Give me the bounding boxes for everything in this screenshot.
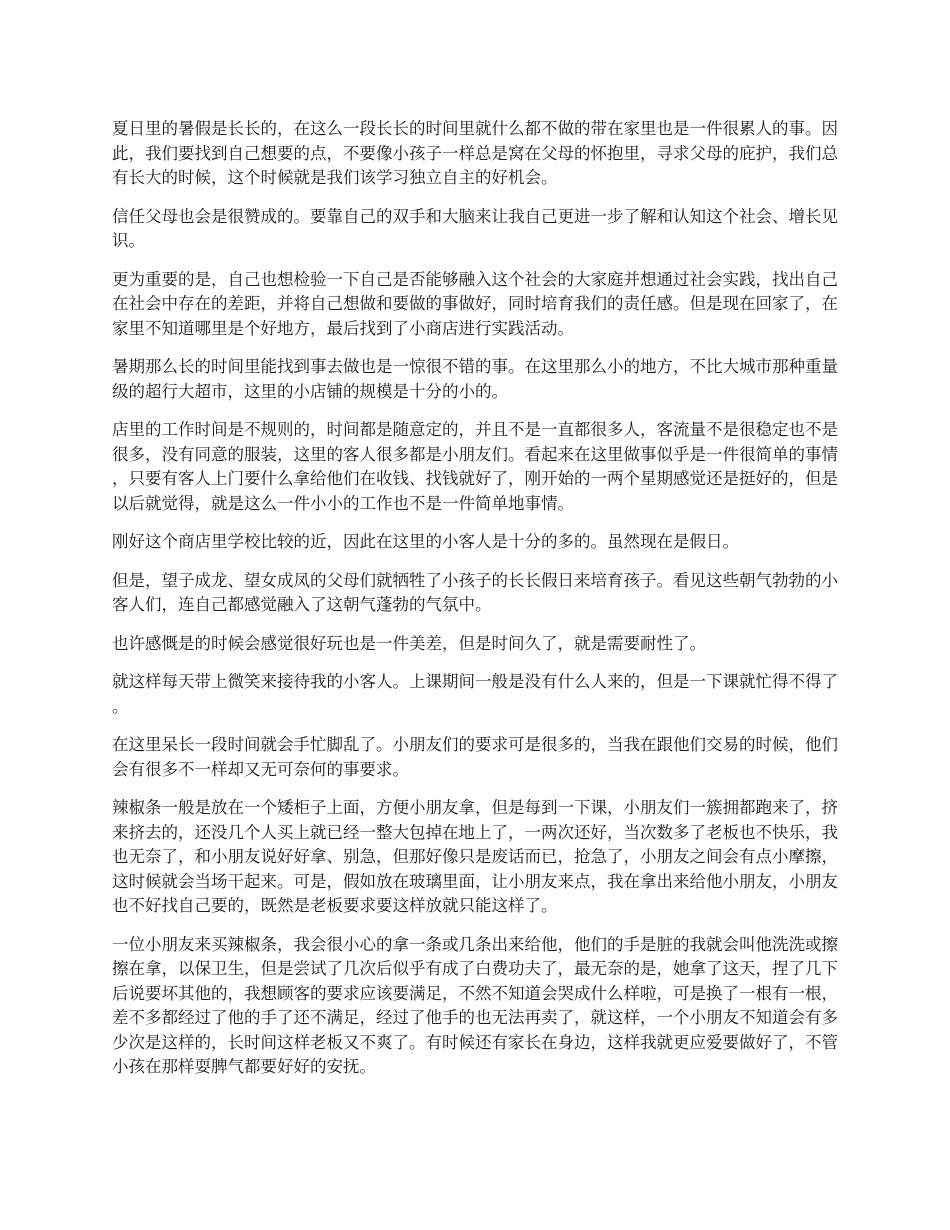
- paragraph-3: 更为重要的是，自己也想检验一下自己是否能够融入这个社会的大家庭并想通过社会实践，找出自己在社会中存在的差距，并将自己想做和要做的事做好，同时培育我们的责任感。但是现在回家了，在家里不知道哪里是个好地方，最后找到了小商店进行实践活动。: [112, 269, 838, 338]
- paragraph-4: 暑期那么长的时间里能找到事去做也是一惊很不错的事。在这里那么小的地方，不比大城市那种重量级的超行大超市，这里的小店铺的规模是十分的小的。: [112, 357, 838, 401]
- document-body: [112, 117, 838, 1094]
- paragraph-6: 刚好这个商店里学校比较的近，因此在这里的小客人是十分的多的。虽然现在是假日。: [112, 532, 739, 551]
- paragraph-10: 在这里呆长一段时间就会手忙脚乱了。小朋友们的要求可是很多的，当我在跟他们交易的时候，他们会有很多不一样却又无可奈何的事要求。: [112, 735, 838, 779]
- paragraph-11: 辣椒条一般是放在一个矮柜子上面，方便小朋友拿，但是每到一下课，小朋友们一簇拥都跑来了，挤来挤去的，还没几个人买上就已经一整大包掉在地上了，一两次还好，当次数多了老板也不快乐，我也无奈了，和小朋友说好好拿、别急，但那好像只是废话而已，抢急了，小朋友之间会有点小摩擦，这时候就会当场干起来。可是，假如放在玻璃里面，让小朋友来点，我在拿出来给他小朋友，小朋友也不好找自己要的，既然是老板要求要这样放就只能这样了。: [112, 798, 838, 915]
- paragraph-7: 但是，望子成龙、望女成凤的父母们就牺牲了小孩子的长长假日来培育孩子。看见这些朝气勃勃的小客人们，连自己都感觉融入了这朝气蓬勃的气氛中。: [112, 570, 838, 614]
- paragraph-2: 信任父母也会是很赞成的。要靠自己的双手和大脑来让我自己更进一步了解和认知这个社会、增长见识。: [112, 206, 838, 250]
- paragraph-12: 一位小朋友来买辣椒条，我会很小心的拿一条或几条出来给他，他们的手是脏的我就会叫他洗洗或擦擦在拿，以保卫生，但是尝试了几次后似乎有成了白费功夫了，最无奈的是，她拿了这天，捏了几下后说要坏其他的，我想顾客的要求应该要满足，不然不知道会哭成什么样啦，可是换了一根有一根，差不多都经过了他的手了还不满足，经过了他手的也无法再卖了，就这样，一个小朋友不知道会有多少次是这样的，长时间这样老板又不爽了。有时候还有家长在身边，这样我就更应爱要做好了，不管小孩在那样耍脾气都要好好的安抚。: [112, 934, 838, 1076]
- paragraph-5: 店里的工作时间是不规则的，时间都是随意定的，并且不是一直都很多人，客流量不是很稳定也不是很多，没有同意的服装，这里的客人很多都是小朋友们。看起来在这里做事似乎是一件很简单的事情，只要有客人上门要什么拿给他们在收钱、找钱就好了，刚开始的一两个星期感觉还是挺好的，但是以后就觉得，就是这么一件小小的工作也不是一件简单地事情。: [112, 420, 838, 513]
- paragraph-8: 也许感慨是的时候会感觉很好玩也是一件美差，但是时间久了，就是需要耐性了。: [112, 633, 706, 653]
- paragraph-9: 就这样每天带上微笑来接待我的小客人。上课期间一般是没有什么人来的，但是一下课就忙得不得了。: [112, 672, 838, 716]
- paragraph-1: 夏日里的暑假是长长的，在这么一段长长的时间里就什么都不做的带在家里也是一件很累人的事。因此，我们要找到自己想要的点，不要像小孩子一样总是窝在父母的怀抱里，寻求父母的庇护，我们总有长大的时候，这个时候就是我们该学习独立自主的好机会。: [112, 119, 838, 187]
